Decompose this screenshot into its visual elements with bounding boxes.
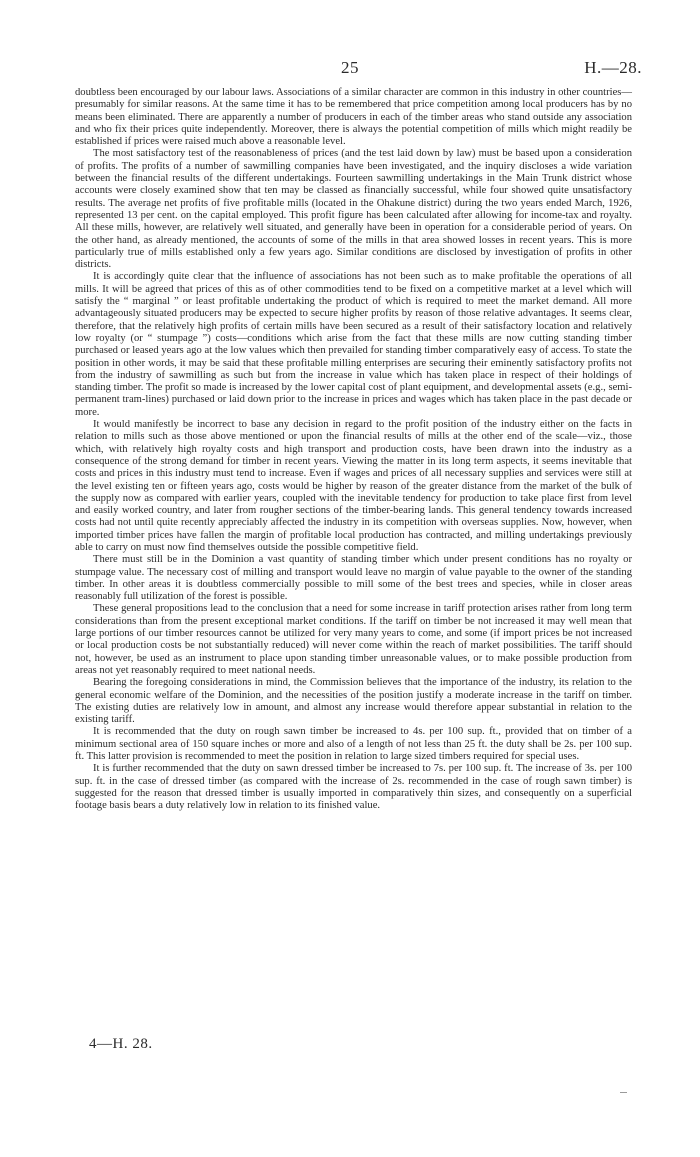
paragraph-rough-sawn-recommendation: It is recommended that the duty on rough sawn timber be increased to 4s. per 100 sup. ft., provided that on timber of a minimum sectional area of 150 square inches or more and also of a length of not less than 25 ft. the duty shall be 2s. per 100 sup. ft. This latter provision is recommended to meet the position in relation to large sized timbers required for special uses. <box>75 726 632 763</box>
paragraph-profits-test: The most satisfactory test of the reasonableness of prices (and the test laid down by law) must be based upon a consideration of profits. The profits of a number of sawmilling companies have been investigated, and the inquiry discloses a wide variation between the financial results of the different undertakings. Fourteen sawmilling undertakings in the Main Trunk district whose accounts were closely examined show that ten may be classed as financially successful, while four showed quite unsatisfactory results. The average net profits of five profitable mills (located in the Ohakune district) during the two years ended March, 1926, represented 13 per cent. on the capital employed. This profit figure has been calculated after allowing for income-tax and royalty. All these mills, however, are relatively well situated, and generally have been in operation for a considerable period of years. On the other hand, as already mentioned, the accounts of some of the mills in that area showed losses in recent years. This is more particularly true of mills established only a few years ago. Similar conditions are disclosed by investigation of profits in other districts. <box>75 148 632 271</box>
scan-mark <box>620 1092 627 1093</box>
signature-mark: 4—H. 28. <box>89 1036 153 1052</box>
paragraph-profit-position: It would manifestly be incorrect to base any decision in regard to the profit position of the industry either on the facts in relation to mills such as those above mentioned or upon the financial results of mills at the other end of the scale—viz., those which, with relatively high royalty costs and high transport and production costs, have been drawn into the industry as a consequence of the strong demand for timber in recent years. Viewing the matter in its long term aspects, it seems inevitable that costs and prices in this industry must tend to increase. Even if wages and prices of all necessary supplies and services were still at the level existing ten or fifteen years ago, costs would be higher by reason of the greater distance from the market of the bulk of the supply now as compared with earlier years, coupled with the inevitable tendency for production to take place first from level and easily worked country, and later from rougher sections of the timber-bearing lands. This general tendency towards increased costs had not until quite recently appreciably affected the industry in its competition with overseas supplies. Now, however, when imported timber prices have fallen the margin of profitable local production has contracted, and milling undertakings previously able to carry on must now find themselves outside the possible competitive field. <box>75 419 632 553</box>
paragraph-general-propositions: These general propositions lead to the conclusion that a need for some increase in tariff protection arises rather from long term considerations than from the present exceptional market conditions. If the tariff on timber be not increased it may well mean that large portions of our timber resources cannot be utilized for very many years to come, and some (if import prices be not increased or local production costs be not substantially reduced) will never come within the reach of market possibilities. The tariff should not, however, be used as an instrument to place upon standing timber unreasonable values, or to make possible production from areas not yet reasonably required to meet national needs. <box>75 603 632 676</box>
paragraph-dressed-timber-recommendation: It is further recommended that the duty on sawn dressed timber be increased to 7s. per 100 sup. ft. The increase of 3s. per 100 sup. ft. in the case of dressed timber (as compared with the increase of 2s. recommended in the case of rough sawn timber) is suggested for the reason that dressed timber is usually imported in comparatively thin sizes, and consequently on a superficial footage basis bears a duty relatively low in relation to its finished value. <box>75 763 632 812</box>
page-number: 25 <box>341 58 359 77</box>
paragraph-associations-influence: It is accordingly quite clear that the influence of associations has not been such as to make profitable the operations of all mills. It will be agreed that prices of this as of other commodities tend to be fixed on a competitive market at a level which will satisfy the “ marginal ” or least profitable undertaking the product of which is required to meet the market demand. All more advantageously situated producers may be expected to secure higher profits by reason of those relative advantages. It seems clear, therefore, that the relatively high profits of certain mills have been secured as a result of their satisfactory location and relatively low royalty (or “ stumpage ”) costs—conditions which arise from the fact that these mills are now cutting standing timber purchased or leased years ago at the low values which then prevailed for standing timber comparatively easy of access. To state the position in other words, it may be said that these profitable milling enterprises are securing their eminently satisfactory profits not from the industry of sawmilling as such but from the increase in value which has taken place in respect of their holdings of standing timber. The profit so made is increased by the lower capital cost of plant equipment, and developmental assets (e.g., semi-permanent tram-lines) purchased or laid down prior to the increase in prices and wages which has taken place in the past decade or more. <box>75 271 632 418</box>
body-text <box>75 87 632 813</box>
document-reference: H.—28. <box>584 58 642 77</box>
paragraph-standing-timber: There must still be in the Dominion a vast quantity of standing timber which under present conditions has no royalty or stumpage value. The necessary cost of milling and transport would leave no margin of value payable to the owner of the standing timber. In other areas it is doubtless commercially possible to mill some of the best trees and species, while in closer areas reasonably full utilization of the forest is possible. <box>75 554 632 603</box>
paragraph-commission-belief: Bearing the foregoing considerations in mind, the Commission believes that the importance of the industry, its relation to the general economic welfare of the Dominion, and the necessities of the position justify a moderate increase in the tariff on timber. The existing duties are relatively low in amount, and almost any increase would therefore appear substantial in relation to the existing tariff. <box>75 677 632 726</box>
paragraph-continuation: doubtless been encouraged by our labour laws. Associations of a similar character are common in this industry in other countries—presumably for similar reasons. At the same time it has to be remembered that price competition among local producers has by no means been eliminated. There are apparently a number of producers in each of the timber areas who stand outside any association and who fix their prices quite independently. Moreover, there is always the potential competition of mills which might readily be established if prices were raised much above a reasonable level. <box>75 87 632 148</box>
